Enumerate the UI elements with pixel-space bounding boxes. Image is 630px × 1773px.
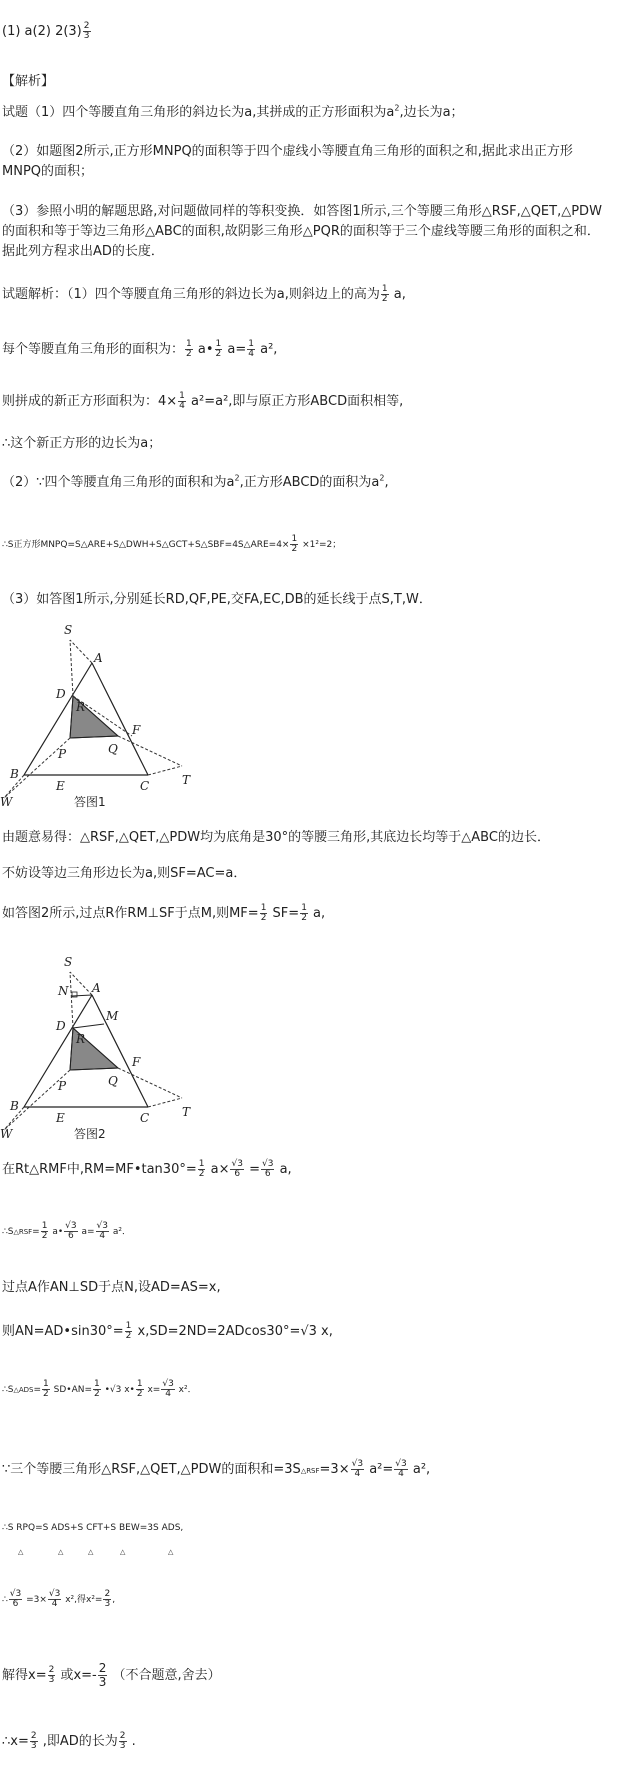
svg-text:Q: Q — [108, 742, 118, 756]
svg-text:P: P — [58, 1079, 67, 1093]
figure-1 — [0, 618, 200, 808]
solution-line-2: 每个等腰直角三角形的面积为： $\frac{1}{2}$ a• $\frac{1}{2}$ a= $\frac{1}{4}$ a², — [2, 339, 278, 359]
svg-text:C: C — [140, 779, 150, 793]
solution-line-5: （2）∵四个等腰直角三角形的面积和为$a^2$,正方形ABCD的面积为$a^2$, — [2, 473, 389, 490]
svg-text:E: E — [56, 1111, 65, 1125]
svg-text:T: T — [182, 773, 191, 787]
svg-text:R: R — [76, 1032, 86, 1046]
svg-text:N: N — [58, 984, 69, 998]
svg-text:D: D — [56, 687, 66, 701]
answer-line: (1) a(2) 2(3) $\frac{2}{3}$ — [2, 21, 90, 41]
triangle-mark: △ — [120, 1548, 126, 1556]
svg-text:T: T — [182, 1105, 191, 1119]
svg-text:答图1: 答图1 — [74, 795, 106, 808]
svg-text:F: F — [132, 723, 141, 737]
analysis-step-2: （2）如题图2所示,正方形MNPQ的面积等于四个虚线小等腰直角三角形的面积之和,据此求出正方形MNPQ的面积； — [2, 144, 573, 179]
fraction: $\frac{2}{3}$ — [83, 21, 90, 41]
solution-line-19: 解得x= $\frac{2}{3}$ 或x=- $\frac{2}{3}$ （不合题意,舍去） — [2, 1661, 221, 1689]
triangle-mark: △ — [168, 1548, 174, 1556]
svg-text:A: A — [92, 981, 101, 995]
solution-line-11: 在Rt△RMF中,RM=MF•tan30°= $\frac{1}{2}$ a× $\frac{√3}{6}$ = $\frac{√3}{6}$ a, — [2, 1159, 292, 1179]
solution-line-6: ∴S正方形MNPQ=S△ARE+S△DWH+S△GCT+S△SBF=4S△ARE=4× $\frac{1}{2}$ ×1²=2； — [2, 534, 342, 554]
svg-text:W: W — [0, 795, 13, 808]
solution-line-13: 过点A作AN⊥SD于点N,设AD=AS=x, — [2, 1280, 221, 1295]
svg-text:A: A — [94, 651, 103, 665]
svg-text:B: B — [10, 767, 19, 781]
solution-line-15: ∴S△ADS= $\frac{1}{2}$ SD•AN= $\frac{1}{2}$ •√3 x• $\frac{1}{2}$ x= $\frac{√3}{4}$ x²． — [2, 1379, 197, 1399]
solution-line-3: 则拼成的新正方形面积为：4× $\frac{1}{4}$ a²=a²,即与原正方形ABCD面积相等, — [2, 391, 404, 411]
analysis-step-3: （3）参照小明的解题思路,对问题做同样的等积变换．如答图1所示,三个等腰三角形△RSF,△QET,△PDW的面积和等于等边三角形△ABC的面积,故阴影三角形△PQR的面积等于三个虚线等腰三角形的面积之和．据此列方程求出AD的长度． — [2, 204, 602, 259]
svg-text:B: B — [10, 1099, 19, 1113]
svg-text:W: W — [0, 1127, 13, 1140]
solution-line-8: 由题意易得：△RSF,△QET,△PDW均为底角是30°的等腰三角形,其底边长均等于△ABC的边长． — [2, 830, 550, 845]
svg-text:F: F — [132, 1055, 141, 1069]
svg-text:D: D — [56, 1019, 66, 1033]
analysis-step-1: 试题（1）四个等腰直角三角形的斜边长为a,其拼成的正方形面积为$a^2$,边长为a； — [2, 103, 464, 120]
solution-line-12: ∴S△RSF= $\frac{1}{2}$ a• $\frac{√3}{6}$ a= $\frac{√3}{4}$ a²． — [2, 1221, 131, 1241]
svg-text:E: E — [56, 779, 65, 793]
solution-line-9: 不妨设等边三角形边长为a,则SF=AC=a． — [2, 866, 247, 881]
svg-text:Q: Q — [108, 1074, 118, 1088]
triangle-mark: △ — [18, 1548, 24, 1556]
figure-2 — [0, 950, 200, 1140]
svg-text:S: S — [64, 955, 73, 969]
svg-text:M: M — [106, 1009, 119, 1023]
svg-text:S: S — [64, 623, 73, 637]
triangle-mark: △ — [58, 1548, 64, 1556]
solution-line-7: （3）如答图1所示,分别延长RD,QF,PE,交FA,EC,DB的延长线于点S,T,W． — [2, 592, 432, 607]
solution-line-10: 如答图2所示,过点R作RM⊥SF于点M,则MF= $\frac{1}{2}$ SF= $\frac{1}{2}$ a, — [2, 903, 326, 923]
solution-line-4: ∴这个新正方形的边长为a； — [2, 436, 162, 451]
solution-line-18: ∴ $\frac{√3}{6}$ =3× $\frac{√3}{4}$ x²,得x²= $\frac{2}{3}$ , — [2, 1589, 116, 1609]
solution-line-14: 则AN=AD•sin30°= $\frac{1}{2}$ x,SD=2ND=2ADcos30°=√3 x, — [2, 1321, 333, 1341]
svg-text:C: C — [140, 1111, 150, 1125]
svg-text:R: R — [76, 700, 86, 714]
solution-line-16: ∵三个等腰三角形△RSF,△QET,△PDW的面积和=3S△RSF=3× $\frac{√3}{4}$ a²= $\frac{√3}{4}$ a², — [2, 1459, 431, 1479]
solution-line-1: 试题解析：（1）四个等腰直角三角形的斜边长为a,则斜边上的高为 $\frac{1}{2}$ a, — [2, 284, 406, 304]
solution-line-20: ∴x= $\frac{2}{3}$ ,即AD的长为 $\frac{2}{3}$ . — [2, 1731, 136, 1751]
analysis-header: 【解析】 — [2, 74, 55, 89]
solution-line-17: ∴S RPQ=S ADS+S CFT+S BEW=3S ADS, — [2, 1523, 184, 1533]
svg-text:答图2: 答图2 — [74, 1127, 106, 1140]
svg-text:P: P — [58, 747, 67, 761]
triangle-mark: △ — [88, 1548, 94, 1556]
